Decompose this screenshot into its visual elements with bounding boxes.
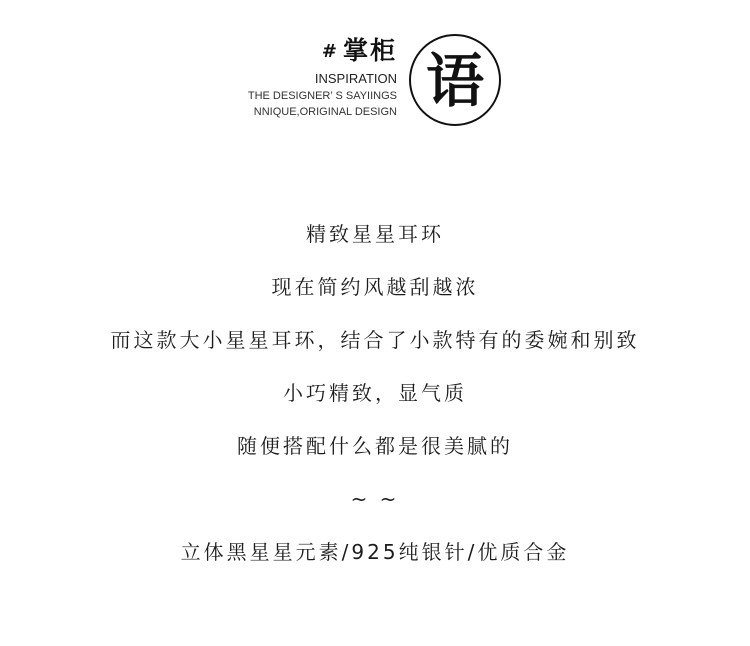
description-line: 而这款大小星星耳环，结合了小款特有的委婉和别致 [110, 328, 640, 352]
header [0, 28, 750, 138]
seal-character: 语 [425, 47, 484, 115]
header-text-block [248, 36, 397, 120]
description-text [0, 212, 750, 583]
description-line: 随便搭配什么都是很美腻的 [237, 434, 513, 458]
material-line: 立体黑星星元素/925纯银针/优质合金 [180, 540, 570, 564]
tilde-divider: ~ ~ [350, 487, 400, 511]
description-line: 现在简约风越刮越浓 [271, 275, 479, 299]
hash-symbol: # [321, 41, 339, 62]
description-line: 精致星星耳环 [306, 222, 444, 246]
brand-title [248, 36, 397, 67]
brand-name: 掌柜 [342, 36, 397, 65]
seal-circle [409, 34, 501, 126]
designer-sayings-label: THE DESIGNER’ S SAYIINGS [247, 90, 397, 102]
inspiration-label: INSPIRATION [314, 71, 397, 86]
original-design-label: NNIQUE,ORIGINAL DESIGN [253, 106, 397, 118]
description-line: 小巧精致，显气质 [283, 381, 467, 405]
